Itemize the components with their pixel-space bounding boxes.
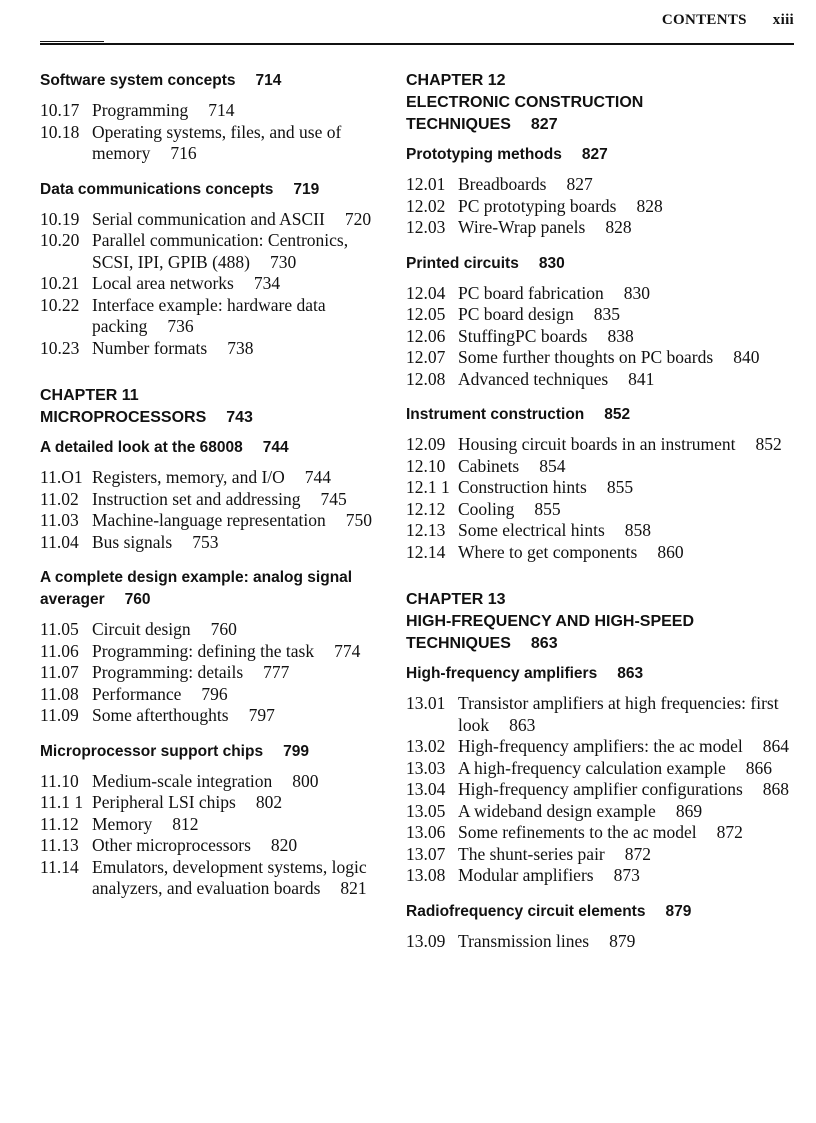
- toc-entry: 10.21 Local area networks 734: [40, 273, 281, 293]
- section-heading: High-frequency amplifiers 863: [406, 665, 644, 682]
- toc-entry: 10.17 Programming 714: [40, 100, 235, 120]
- toc-entry: 11.04 Bus signals 753: [40, 531, 219, 552]
- toc-entry: 11.07 Programming: details 777: [40, 662, 290, 682]
- chapter-label: CHAPTER 13: [406, 591, 506, 608]
- header-page-number: xiii: [772, 12, 794, 28]
- running-header: [662, 12, 794, 29]
- section-heading: Data communications concepts 719: [40, 180, 320, 198]
- toc-entry: 12.02 PC prototyping boards 828: [406, 195, 663, 216]
- toc-entry: 11.O1 Registers, memory, and I/O 744: [40, 467, 332, 487]
- toc-entry: 13.07 The shunt-series pair 872: [406, 843, 652, 864]
- toc-entry: 12.10 Cabinets 854: [406, 455, 566, 476]
- toc-entry: 12.05 PC board design 835: [406, 304, 620, 324]
- toc-entry: 12.06 StuffingPC boards 838: [406, 325, 634, 346]
- header-rule: [40, 43, 794, 45]
- toc-entry: 11.13 Other microprocessors 820: [40, 835, 298, 855]
- toc-entry: 13.05 A wideband design example 869: [406, 800, 703, 821]
- toc-entry: 12.07 Some further thoughts on PC boards 840: [406, 347, 760, 367]
- toc-entry: 13.03 A high-frequency calculation example 866: [406, 757, 772, 778]
- toc-entry: 13.09 Transmission lines 879: [406, 930, 636, 951]
- toc-entry: 11.14 Emulators, development systems, logic analyzers, and evaluation boards 821: [40, 856, 367, 898]
- section-heading: A detailed look at the 68008 744: [40, 439, 289, 456]
- toc-entry: 11.12 Memory 812: [40, 813, 199, 834]
- chapter-title-cont: TECHNIQUES 827: [406, 116, 558, 133]
- chapter-label: CHAPTER 12: [406, 72, 506, 89]
- toc-entry: 12.14 Where to get components 860: [406, 541, 684, 562]
- toc-entry: 12.08 Advanced techniques 841: [406, 368, 655, 389]
- toc-entry: 13.01 Transistor amplifiers at high frequencies: first look 863: [406, 693, 779, 735]
- toc-entry: 11.05 Circuit design 760: [40, 619, 237, 639]
- toc-entry: 13.06 Some refinements to the ac model 872: [406, 822, 743, 842]
- left-column: [40, 70, 390, 900]
- section-heading: Microprocessor support chips 799: [40, 742, 309, 760]
- toc-entry: 12.03 Wire-Wrap panels 828: [406, 217, 632, 237]
- section-heading: Printed circuits 830: [406, 254, 565, 272]
- toc-entry: 10.20 Parallel communication: Centronics, SCSI, IPI, GPIB (488) 730: [40, 230, 349, 272]
- section-heading: Software system concepts 714: [40, 72, 282, 89]
- section-heading: Instrument construction 852: [406, 406, 631, 423]
- toc-entry: 12.1 1 Construction hints 855: [406, 477, 634, 497]
- section-heading: A complete design example: analog signal averager 760: [40, 569, 353, 608]
- toc-entry: 11.09 Some afterthoughts 797: [40, 705, 275, 725]
- toc-entry: 11.1 1 Peripheral LSI chips 802: [40, 792, 283, 812]
- toc-entry: 13.02 High-frequency amplifiers: the ac model 864: [406, 736, 790, 756]
- chapter-label: CHAPTER 11: [40, 387, 139, 404]
- toc-entry: 10.23 Number formats 738: [40, 337, 254, 358]
- toc-entry: 12.12 Cooling 855: [406, 498, 561, 519]
- toc-entry: 11.08 Performance 796: [40, 683, 228, 704]
- toc-entry: 12.13 Some electrical hints 858: [406, 520, 652, 540]
- header-title: CONTENTS: [661, 12, 747, 28]
- toc-entry: 11.06 Programming: defining the task 774: [40, 640, 361, 661]
- section-heading: Prototyping methods 827: [406, 146, 608, 163]
- toc-entry: 12.09 Housing circuit boards in an instrument 852: [406, 434, 782, 454]
- chapter-title-cont: TECHNIQUES 863: [406, 635, 558, 652]
- toc-entry: 11.02 Instruction set and addressing 745: [40, 488, 347, 509]
- toc-entry: 12.04 PC board fabrication 830: [406, 282, 651, 303]
- toc-entry: 11.03 Machine-language representation 750: [40, 510, 372, 530]
- chapter-title: ELECTRONIC CONSTRUCTION: [406, 94, 644, 111]
- toc-entry: 11.10 Medium-scale integration 800: [40, 770, 319, 791]
- toc-entry: 10.19 Serial communication and ASCII 720: [40, 208, 372, 229]
- toc-entry: 13.04 High-frequency amplifier configurations 868: [406, 779, 790, 799]
- chapter-title: HIGH-FREQUENCY AND HIGH-SPEED: [406, 613, 695, 630]
- section-heading: Radiofrequency circuit elements 879: [406, 902, 692, 920]
- toc-entry: 10.18 Operating systems, files, and use of memory 716: [40, 121, 342, 163]
- toc-entry: 12.01 Breadboards 827: [406, 174, 593, 194]
- chapter-title: MICROPROCESSORS 743: [40, 409, 253, 426]
- toc-entry: 10.22 Interface example: hardware data packing 736: [40, 294, 326, 336]
- right-column: [406, 70, 796, 952]
- toc-entry: 13.08 Modular amplifiers 873: [406, 865, 640, 885]
- header-rule-accent: [40, 41, 104, 42]
